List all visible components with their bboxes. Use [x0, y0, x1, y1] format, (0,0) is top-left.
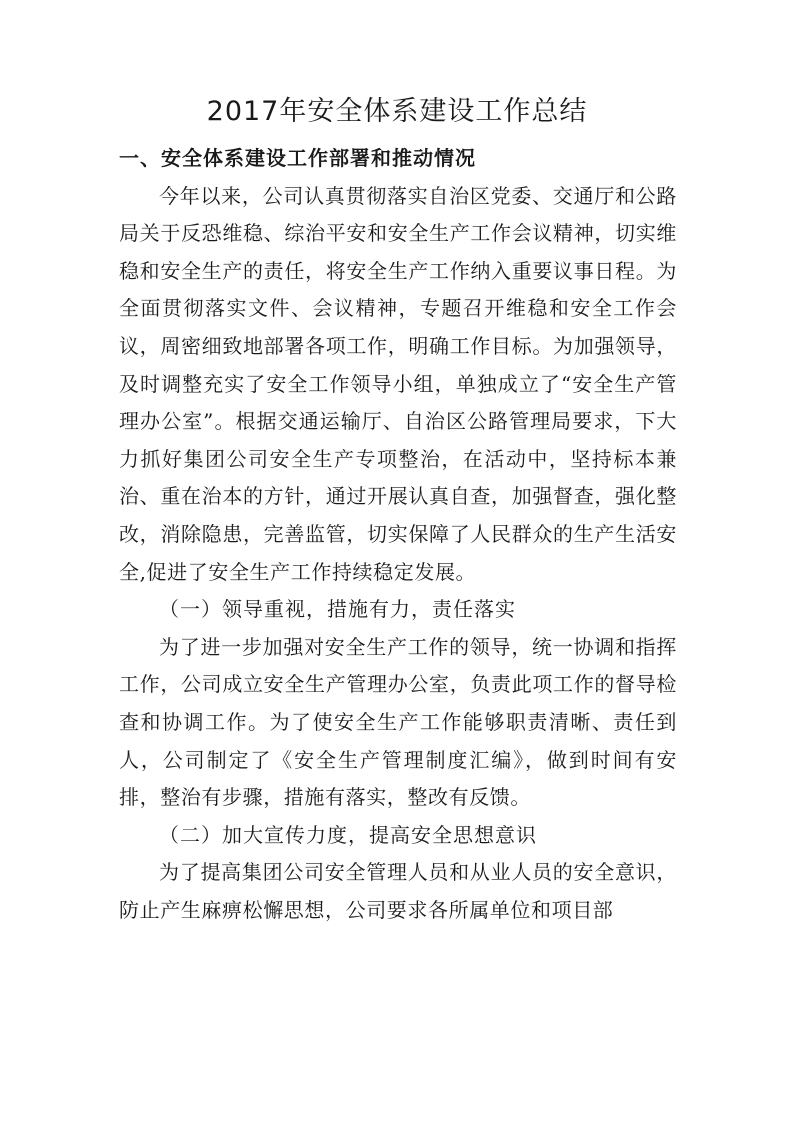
subsection-heading: （一）领导重视，措施有力，责任落实	[159, 597, 516, 622]
document-title: 2017年安全体系建设工作总结	[206, 96, 588, 127]
body-paragraph: 为了进一步加强对安全生产工作的领导，统一协调和指挥工作，公司成立安全生产管理办公室，负责此项工作的督导检查和协调工作。为了使安全生产工作能够职责清晰、责任到人，公司制定了《安全生产管理制度汇编》，做到时间有安排，整治有步骤，措施有落实，整改有反馈。	[119, 634, 677, 810]
subsection-heading: （二）加大宣传力度，提高安全思想意识	[159, 822, 537, 847]
section-heading: 一、安全体系建设工作部署和推动情况	[119, 146, 476, 170]
body-paragraph: 为了提高集团公司安全管理人员和从业人员的安全意识，防止产生麻痹松懈思想，公司要求各所属单位和项目部	[119, 860, 677, 922]
body-paragraph: 今年以来，公司认真贯彻落实自治区党委、交通厅和公路局关于反恐维稳、综治平安和安全生产工作会议精神，切实维稳和安全生产的责任，将安全生产工作纳入重要议事日程。为全面贯彻落实文件、会议精神，专题召开维稳和安全工作会议，周密细致地部署各项工作，明确工作目标。为加强领导，及时调整充实了安全工作领导小组，单独成立了“安全生产管理办公室”。根据交通运输厅、自治区公路管理局要求，下大力抓好集团公司安全生产专项整治，在活动中，坚持标本兼治、重在治本的方针，通过开展认真自查，加强督查，强化整改，消除隐患，完善监管，切实保障了人民群众的生产生活安全,促进了安全生产工作持续稳定发展。	[119, 183, 677, 584]
document-body	[119, 140, 677, 929]
